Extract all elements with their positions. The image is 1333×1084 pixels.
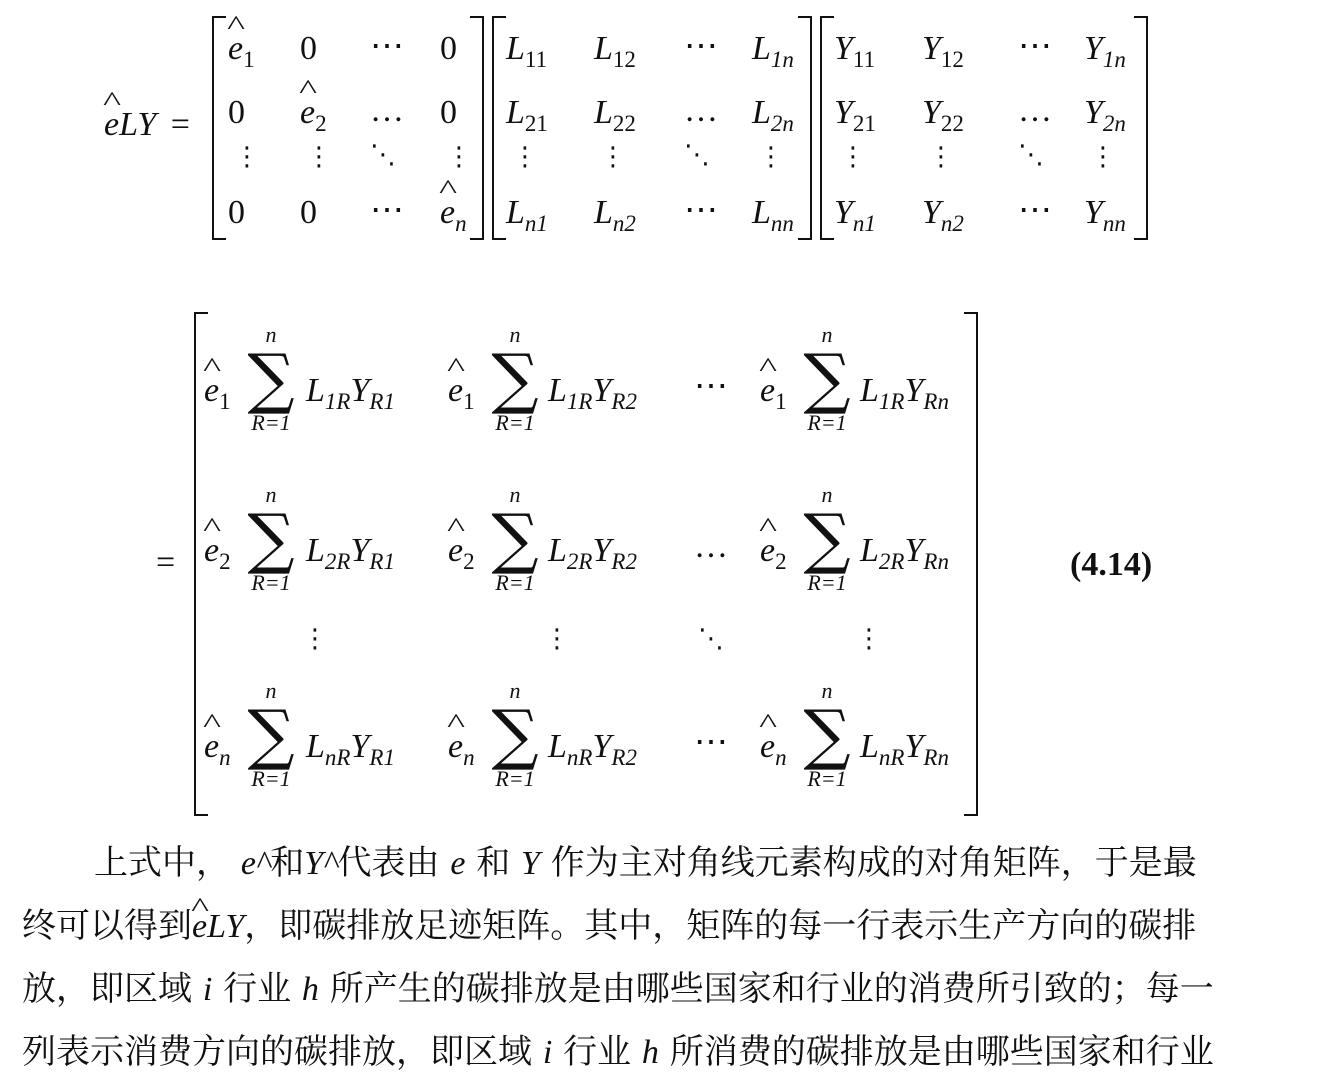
matrix-e-cell-3-3: ⋱ [370,140,396,170]
result-ly-term-2-2: $L_{2R}Y_{R2}$ [548,532,637,575]
matrix-y-cell-3-2: ⋮ [928,142,954,172]
result-ly-term-3-3: $L_{nR}Y_{Rn}$ [860,728,949,771]
sum-sigma-3-1: n ∑ R=1 [247,678,295,791]
sum-sigma-2-3: n ∑ R=1 [803,482,851,595]
matrix-l-cell-3-1: ⋮ [512,142,538,172]
matrix-l-cell-4-1: $L_{n1}$ [506,194,548,237]
sum-sigma-1-1: n ∑ R=1 [247,322,295,435]
result-e-hat-2-3: ^ $e_2$ [760,534,787,573]
matrix-e-cell-1-2: 0 [300,30,317,67]
matrix-l-cell-2-3: … [684,92,718,129]
matrix-e-cell-3-2: ⋮ [306,142,332,172]
matrix-l-left-bracket [492,16,506,240]
sum-sigma-2-1: n ∑ R=1 [247,482,295,595]
matrix-l-cell-4-4: $L_{nn}$ [752,194,794,237]
matrix-e-cell-1-4: 0 [440,30,457,67]
matrix-e-left-bracket [212,16,226,240]
result-vdots-1: ⋮ [302,624,328,654]
equals-sign: = [170,106,190,143]
matrix-y-cell-2-2: $Y_{22}$ [922,94,964,137]
matrix-e-cell-2-1: 0 [228,94,245,131]
matrix-l-cell-3-2: ⋮ [600,142,626,172]
result-ly-term-2-1: $L_{2R}Y_{R1}$ [306,532,395,575]
matrix-e-cell-3-4: ⋮ [446,142,472,172]
sum-sigma-3-3: n ∑ R=1 [803,678,851,791]
result-ly-term-1-3: $L_{1R}Y_{Rn}$ [860,372,949,415]
paragraph-line-4: 列表示消费方向的碳排放，即区域 i 行业 h 所消费的碳排放是由哪些国家和行业 [22,1032,1214,1072]
sum-sigma-1-3: n ∑ R=1 [803,322,851,435]
result-dots-1: ⋯ [694,368,728,405]
result-vdots-2: ⋮ [544,624,570,654]
result-ly-term-3-2: $L_{nR}Y_{R2}$ [548,728,637,771]
matrix-y-right-bracket [1134,16,1148,240]
matrix-e-cell-2-3: … [370,92,404,129]
matrix-e-cell-4-3: ⋯ [370,192,404,229]
matrix-l-right-bracket [798,16,812,240]
matrix-e-right-bracket [470,16,484,240]
sum-sigma-2-2: n ∑ R=1 [491,482,539,595]
result-ly-term-2-3: $L_{2R}Y_{Rn}$ [860,532,949,575]
lhs-expression [104,108,190,142]
sum-sigma-3-2: n ∑ R=1 [491,678,539,791]
paragraph-line-1: 上式中， e^和Y^代表由 e 和 Y 作为主对角线元素构成的对角矩阵，于是最 [94,843,1197,883]
matrix-e-cell-4-2: 0 [300,194,317,231]
matrix-y-cell-1-4: $Y_{1n}$ [1084,30,1126,73]
matrix-y-cell-4-3: ⋯ [1018,192,1052,229]
sum-sigma-1-2: n ∑ R=1 [491,322,539,435]
matrix-y-cell-4-4: $Y_{nn}$ [1084,194,1126,237]
matrix-l-cell-1-2: $L_{12}$ [594,30,636,73]
result-ly-term-1-2: $L_{1R}Y_{R2}$ [548,372,637,415]
matrix-y-cell-3-4: ⋮ [1090,142,1116,172]
result-e-hat-2-1: ^ $e_2$ [204,534,231,573]
matrix-l-cell-2-2: $L_{22}$ [594,94,636,137]
matrix-y-left-bracket [820,16,834,240]
result-vdots-3: ⋮ [856,624,882,654]
matrix-e-cell-4-1: 0 [228,194,245,231]
matrix-y-cell-4-2: $Y_{n2}$ [922,194,964,237]
result-dots-3: ⋯ [694,724,728,761]
matrix-e-cell-2-4: 0 [440,94,457,131]
matrix-y-cell-2-4: $Y_{2n}$ [1084,94,1126,137]
matrix-y-cell-1-1: $Y_{11}$ [834,30,876,73]
matrix-y-cell-3-3: ⋱ [1018,140,1044,170]
matrix-l-cell-1-4: $L_{1n}$ [752,30,794,73]
matrix-l-cell-1-3: ⋯ [684,28,718,65]
matrix-l-cell-4-2: $L_{n2}$ [594,194,636,237]
paragraph-line-2: 终可以得到^ eLY，即碳排放足迹矩阵。其中，矩阵的每一行表示生产方向的碳排 [22,895,1312,958]
result-right-bracket [964,312,978,816]
result-e-hat-3-3: ^ $e_n$ [760,730,787,769]
result-dots-2: … [694,528,728,565]
equation-number: (4.14) [1070,546,1153,583]
e-hat: ^ e [104,108,119,142]
body-paragraph [22,832,1312,1084]
result-e-hat-2-2: ^ $e_2$ [448,534,475,573]
result-e-hat-3-1: ^ $e_n$ [204,730,231,769]
result-e-hat-1-2: ^ $e_1$ [448,374,475,413]
matrix-e-cell-4-4: ^ $e_n$ [440,196,467,235]
matrix-l-cell-1-1: $L_{11}$ [506,30,548,73]
matrix-y-cell-3-1: ⋮ [840,142,866,172]
matrix-l-cell-3-4: ⋮ [758,142,784,172]
matrix-l-cell-4-3: ⋯ [684,192,718,229]
matrix-e-cell-1-1: ^ $e_1$ [228,32,255,71]
matrix-e-cell-3-1: ⋮ [234,142,260,172]
matrix-y-cell-1-2: $Y_{12}$ [922,30,964,73]
matrix-y-cell-2-1: $Y_{21}$ [834,94,876,137]
matrix-e-cell-2-2: ^ $e_2$ [300,96,327,135]
result-ddots: ⋱ [698,624,724,654]
result-e-hat-3-2: ^ $e_n$ [448,730,475,769]
matrix-e-cell-1-3: ⋯ [370,28,404,65]
matrix-l-cell-3-3: ⋱ [684,140,710,170]
matrix-y-cell-2-3: … [1018,92,1052,129]
result-ly-term-3-1: $L_{nR}Y_{R1}$ [306,728,395,771]
matrix-l-cell-2-1: $L_{21}$ [506,94,548,137]
result-equals-sign: = [156,544,176,581]
matrix-l-cell-2-4: $L_{2n}$ [752,94,794,137]
result-e-hat-1-3: ^ $e_1$ [760,374,787,413]
result-ly-term-1-1: $L_{1R}Y_{R1}$ [306,372,395,415]
lhs-rest: LY [119,106,157,143]
result-e-hat-1-1: ^ $e_1$ [204,374,231,413]
matrix-y-cell-1-3: ⋯ [1018,28,1052,65]
matrix-y-cell-4-1: $Y_{n1}$ [834,194,876,237]
paragraph-line-3: 放，即区域 i 行业 h 所产生的碳排放是由哪些国家和行业的消费所引致的；每一 [22,969,1214,1009]
